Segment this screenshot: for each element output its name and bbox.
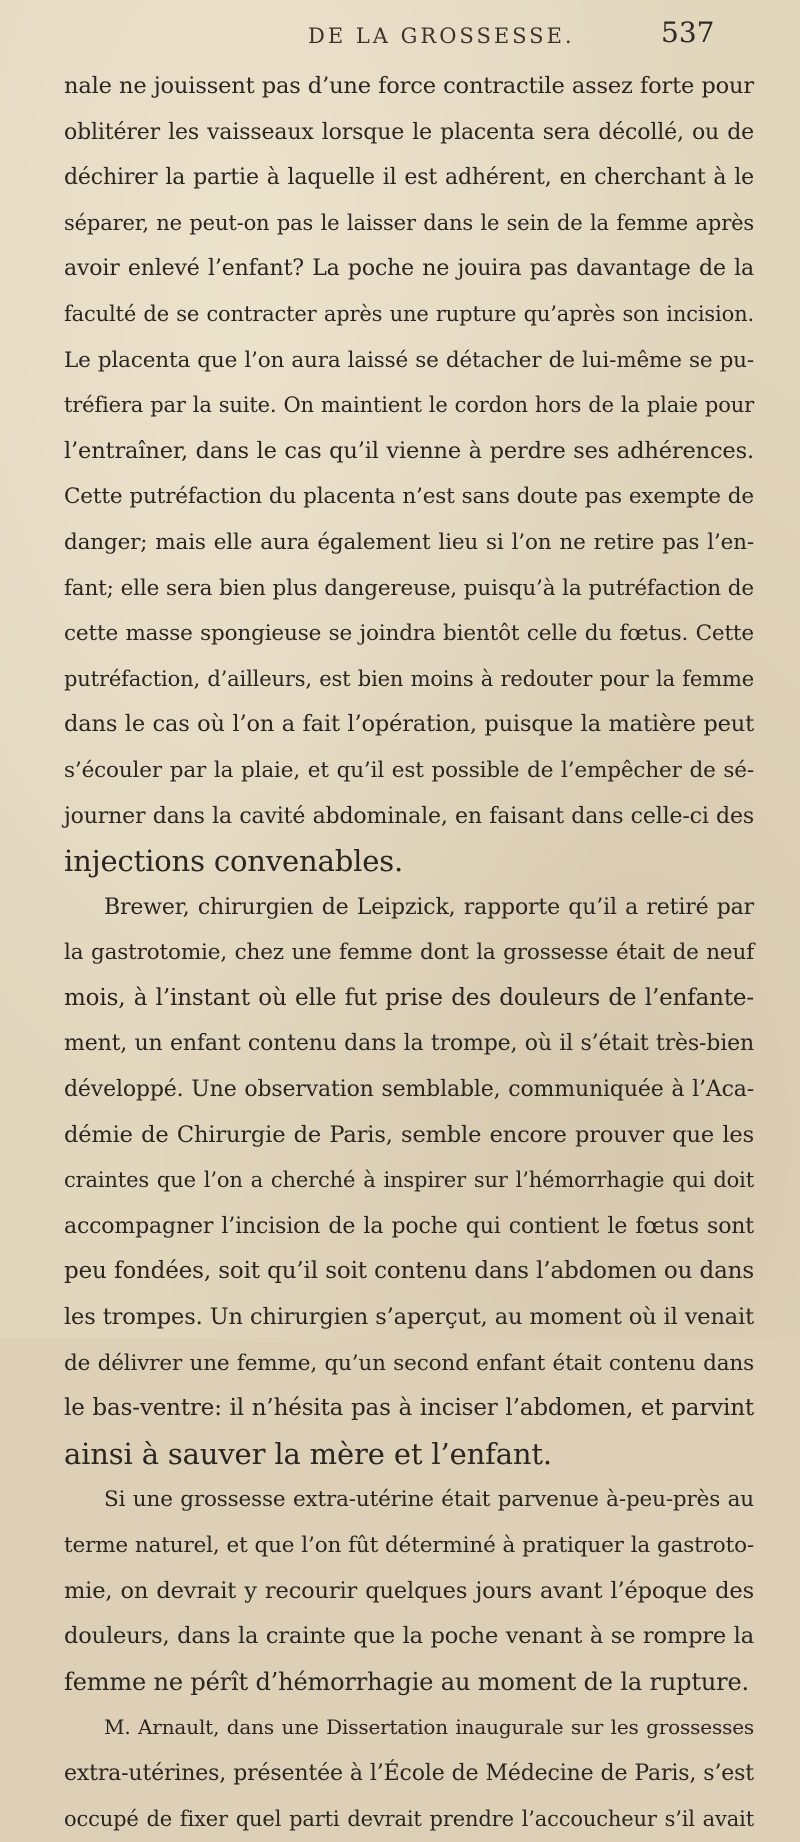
- text-line: les trompes. Un chirurgien s’aperçut, au moment où il venait: [64, 1304, 754, 1331]
- text-line: peu fondées, soit qu’il soit contenu dans l’abdomen ou dans: [64, 1258, 754, 1285]
- body-text: [64, 64, 754, 1842]
- text-line: douleurs, dans la crainte que la poche venant à se rompre la: [64, 1623, 754, 1650]
- text-line: nale ne jouissent pas d’une force contractile assez forte pour: [64, 73, 754, 99]
- text-line: extra-utérines, présentée à l’École de Médecine de Paris, s’est: [64, 1760, 754, 1786]
- text-line: démie de Chirurgie de Paris, semble encore prouver que les: [64, 1121, 754, 1148]
- text-line: terme naturel, et que l’on fût déterminé à pratiquer la gastroto-: [64, 1533, 754, 1558]
- text-line: faculté de se contracter après une rupture qu’après son incision.: [64, 301, 754, 326]
- text-line: développé. Une observation semblable, communiquée à l’Aca-: [64, 1077, 754, 1103]
- running-head: DE LA GROSSESSE.: [308, 24, 575, 48]
- text-line: la gastrotomie, chez une femme dont la grossesse était de neuf: [64, 940, 754, 966]
- text-line: Brewer, chirurgien de Leipzick, rapporte qu’il a retiré par: [104, 894, 754, 920]
- text-line: le bas-ventre: il n’hésita pas à inciser l’abdomen, et parvint: [64, 1395, 754, 1422]
- text-line: craintes que l’on a cherché à inspirer sur l’hémorrhagie qui doit: [64, 1168, 754, 1193]
- text-line: occupé de fixer quel parti devrait prendre l’accoucheur s’il avait: [64, 1806, 754, 1831]
- text-line: déchirer la partie à laquelle il est adhérent, en cherchant à le: [64, 165, 754, 191]
- text-line: dans le cas où l’on a fait l’opération, puisque la matière peut: [64, 711, 754, 738]
- text-line: putréfaction, d’ailleurs, est bien moins à redouter pour la femme: [64, 666, 754, 691]
- text-line: Cette putréfaction du placenta n’est sans doute pas exempte de: [64, 484, 754, 510]
- text-line: oblitérer les vaisseaux lorsque le placenta sera décollé, ou de: [64, 119, 754, 145]
- text-line: Le placenta que l’on aura laissé se détacher de lui-même se pu-: [64, 347, 754, 373]
- text-line: de délivrer une femme, qu’un second enfant était contenu dans: [64, 1350, 754, 1376]
- text-line: M. Arnault, dans une Dissertation inaugurale sur les grossesses: [104, 1715, 754, 1740]
- page-header: [0, 10, 800, 52]
- text-line: accompagner l’incision de la poche qui contient le fœtus sont: [64, 1213, 754, 1239]
- text-line: mois, à l’instant où elle fut prise des douleurs de l’enfante-: [64, 984, 754, 1011]
- text-line: injections convenables.: [64, 844, 404, 879]
- text-line: séparer, ne peut-on pas le laisser dans le sein de la femme après: [64, 210, 754, 235]
- text-line: l’entraîner, dans le cas qu’il vienne à perdre ses adhérences.: [64, 437, 754, 464]
- text-line: femme ne pérît d’hémorrhagie au moment de la rupture.: [64, 1667, 750, 1696]
- text-line: danger; mais elle aura également lieu si l’on ne retire pas l’en-: [64, 529, 754, 555]
- text-line: ainsi à sauver la mère et l’enfant.: [64, 1436, 552, 1471]
- text-line: s’écouler par la plaie, et qu’il est possible de l’empêcher de sé-: [64, 757, 754, 783]
- text-line: cette masse spongieuse se joindra bientôt celle du fœtus. Cette: [64, 621, 754, 647]
- text-line: mie, on devrait y recourir quelques jours avant l’époque des: [64, 1577, 754, 1604]
- text-line: journer dans la cavité abdominale, en faisant dans celle-ci des: [64, 803, 754, 829]
- text-line: avoir enlevé l’enfant? La poche ne jouira pas davantage de la: [64, 256, 754, 282]
- text-line: ment, un enfant contenu dans la trompe, où il s’était très-bien: [64, 1031, 754, 1057]
- text-line: Si une grossesse extra-utérine était parvenue à-peu-près au: [104, 1487, 754, 1513]
- text-line: fant; elle sera bien plus dangereuse, puisqu’à la putréfaction de: [64, 575, 754, 601]
- text-line: tréfiera par la suite. On maintient le cordon hors de la plaie pour: [64, 393, 754, 418]
- page-number: 537: [661, 16, 715, 49]
